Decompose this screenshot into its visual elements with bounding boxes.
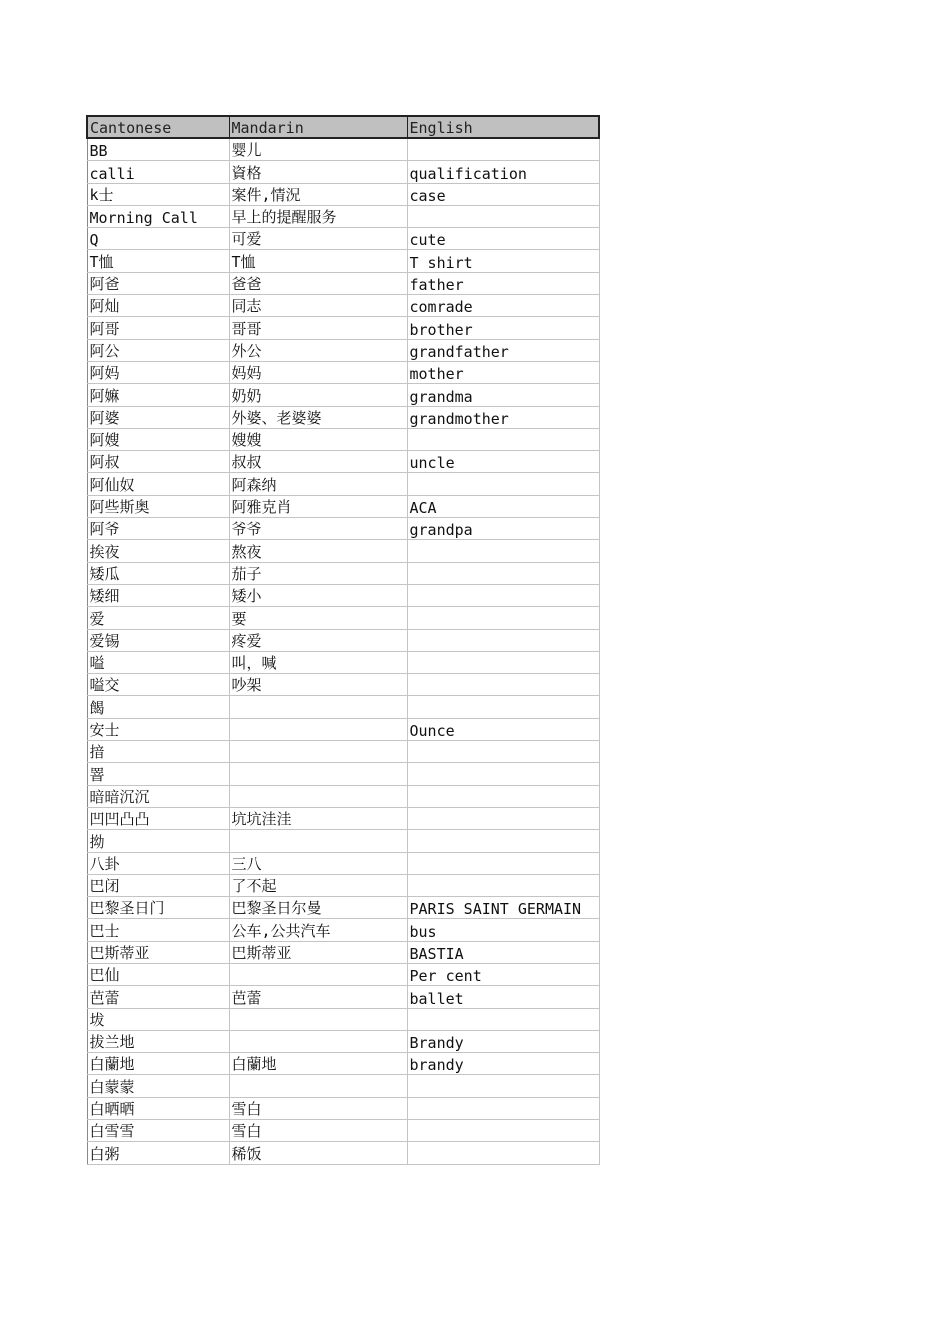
cell-cantonese[interactable]: Morning Call: [87, 205, 229, 227]
cell-english[interactable]: [407, 651, 599, 673]
cell-mandarin[interactable]: 巴斯蒂亚: [229, 941, 407, 963]
cell-english[interactable]: [407, 629, 599, 651]
cell-cantonese[interactable]: 坺: [87, 1008, 229, 1030]
cell-cantonese[interactable]: calli: [87, 161, 229, 183]
cell-english[interactable]: father: [407, 272, 599, 294]
cell-mandarin[interactable]: 外婆、老婆婆: [229, 406, 407, 428]
cell-english[interactable]: [407, 830, 599, 852]
cell-english[interactable]: [407, 874, 599, 896]
table-row: [87, 674, 599, 696]
cell-english[interactable]: ballet: [407, 986, 599, 1008]
table-row: [87, 1075, 599, 1097]
cell-english[interactable]: brandy: [407, 1053, 599, 1075]
cell-english[interactable]: grandpa: [407, 518, 599, 540]
cell-cantonese[interactable]: 八卦: [87, 852, 229, 874]
cell-english[interactable]: grandfather: [407, 339, 599, 361]
cell-mandarin[interactable]: 奶奶: [229, 384, 407, 406]
cell-cantonese[interactable]: 阿些斯奥: [87, 495, 229, 517]
cell-cantonese[interactable]: k士: [87, 183, 229, 205]
table-row: [87, 183, 599, 205]
cell-english[interactable]: bus: [407, 919, 599, 941]
cell-english[interactable]: [407, 1142, 599, 1164]
cell-cantonese[interactable]: 阿哥: [87, 317, 229, 339]
cell-cantonese[interactable]: 凹凹凸凸: [87, 807, 229, 829]
cell-mandarin[interactable]: 雪白: [229, 1120, 407, 1142]
cell-cantonese[interactable]: 阿嫲: [87, 384, 229, 406]
table-row: [87, 807, 599, 829]
table-row: [87, 384, 599, 406]
cell-english[interactable]: Per cent: [407, 963, 599, 985]
cell-english[interactable]: [407, 763, 599, 785]
header-row: [87, 116, 599, 138]
cell-cantonese[interactable]: 白雪雪: [87, 1120, 229, 1142]
cell-cantonese[interactable]: 爱锡: [87, 629, 229, 651]
table-row: [87, 651, 599, 673]
cell-mandarin[interactable]: 坑坑洼洼: [229, 807, 407, 829]
cell-english[interactable]: [407, 785, 599, 807]
table-row: [87, 138, 599, 161]
cell-mandarin[interactable]: 早上的提醒服务: [229, 205, 407, 227]
table-body: [87, 138, 599, 1164]
cell-mandarin[interactable]: [229, 830, 407, 852]
table-row: [87, 295, 599, 317]
header-english[interactable]: English: [407, 116, 599, 138]
cell-mandarin[interactable]: 外公: [229, 339, 407, 361]
glossary-table: [86, 115, 600, 1165]
cell-mandarin[interactable]: [229, 718, 407, 740]
table-row: [87, 629, 599, 651]
cell-cantonese[interactable]: 白蒙蒙: [87, 1075, 229, 1097]
cell-cantonese[interactable]: 阿公: [87, 339, 229, 361]
cell-cantonese[interactable]: 巴仙: [87, 963, 229, 985]
table-row: [87, 1030, 599, 1052]
cell-english[interactable]: mother: [407, 361, 599, 383]
table-row: [87, 406, 599, 428]
cell-mandarin[interactable]: 矮小: [229, 584, 407, 606]
cell-mandarin[interactable]: 疼爱: [229, 629, 407, 651]
cell-mandarin[interactable]: 叫，喊: [229, 651, 407, 673]
cell-cantonese[interactable]: 阿爸: [87, 272, 229, 294]
table-row: [87, 1120, 599, 1142]
cell-cantonese[interactable]: Q: [87, 228, 229, 250]
cell-cantonese[interactable]: 阿仙奴: [87, 473, 229, 495]
cell-english[interactable]: uncle: [407, 451, 599, 473]
cell-cantonese[interactable]: 阿婆: [87, 406, 229, 428]
table-row: [87, 874, 599, 896]
cell-english[interactable]: [407, 562, 599, 584]
cell-mandarin[interactable]: 資格: [229, 161, 407, 183]
table-row: [87, 963, 599, 985]
table-row: [87, 1008, 599, 1030]
cell-cantonese[interactable]: 安士: [87, 718, 229, 740]
cell-english[interactable]: cute: [407, 228, 599, 250]
cell-mandarin[interactable]: 三八: [229, 852, 407, 874]
cell-cantonese[interactable]: 巴士: [87, 919, 229, 941]
table-row: [87, 540, 599, 562]
cell-mandarin[interactable]: 了不起: [229, 874, 407, 896]
cell-mandarin[interactable]: 公车,公共汽车: [229, 919, 407, 941]
cell-english[interactable]: [407, 852, 599, 874]
cell-english[interactable]: [407, 696, 599, 718]
cell-mandarin[interactable]: [229, 741, 407, 763]
table-row: [87, 339, 599, 361]
cell-english[interactable]: [407, 473, 599, 495]
table-row: [87, 785, 599, 807]
table-row: [87, 317, 599, 339]
table-row: [87, 272, 599, 294]
table-row: [87, 897, 599, 919]
cell-cantonese[interactable]: 白晒晒: [87, 1097, 229, 1119]
cell-mandarin[interactable]: 可爱: [229, 228, 407, 250]
cell-cantonese[interactable]: 嗌交: [87, 674, 229, 696]
cell-mandarin[interactable]: 芭蕾: [229, 986, 407, 1008]
cell-cantonese[interactable]: 揞: [87, 741, 229, 763]
table-row: [87, 495, 599, 517]
table-row: [87, 584, 599, 606]
cell-mandarin[interactable]: 叔叔: [229, 451, 407, 473]
cell-mandarin[interactable]: 雪白: [229, 1097, 407, 1119]
cell-cantonese[interactable]: 矮瓜: [87, 562, 229, 584]
cell-cantonese[interactable]: 拔兰地: [87, 1030, 229, 1052]
cell-mandarin[interactable]: 爷爷: [229, 518, 407, 540]
cell-cantonese[interactable]: 矮细: [87, 584, 229, 606]
table-row: [87, 1053, 599, 1075]
table-row: [87, 763, 599, 785]
table-row: [87, 696, 599, 718]
table-row: [87, 562, 599, 584]
table-row: [87, 607, 599, 629]
table-row: [87, 518, 599, 540]
cell-cantonese[interactable]: 阿灿: [87, 295, 229, 317]
cell-english[interactable]: qualification: [407, 161, 599, 183]
cell-english[interactable]: [407, 1008, 599, 1030]
cell-english[interactable]: case: [407, 183, 599, 205]
cell-mandarin[interactable]: [229, 1075, 407, 1097]
cell-english[interactable]: [407, 1120, 599, 1142]
cell-cantonese[interactable]: 芭蕾: [87, 986, 229, 1008]
table-row: [87, 161, 599, 183]
cell-english[interactable]: Ounce: [407, 718, 599, 740]
table-row: [87, 852, 599, 874]
cell-english[interactable]: [407, 741, 599, 763]
cell-cantonese[interactable]: T恤: [87, 250, 229, 272]
cell-cantonese[interactable]: 阿爷: [87, 518, 229, 540]
cell-mandarin[interactable]: [229, 1030, 407, 1052]
cell-mandarin[interactable]: 巴黎圣日尔曼: [229, 897, 407, 919]
table-row: [87, 986, 599, 1008]
header-mandarin[interactable]: Mandarin: [229, 116, 407, 138]
cell-mandarin[interactable]: 茄子: [229, 562, 407, 584]
cell-mandarin[interactable]: [229, 1008, 407, 1030]
cell-cantonese[interactable]: BB: [87, 138, 229, 161]
cell-cantonese[interactable]: 暗暗沉沉: [87, 785, 229, 807]
table-row: [87, 250, 599, 272]
cell-english[interactable]: grandma: [407, 384, 599, 406]
cell-cantonese[interactable]: 餲: [87, 696, 229, 718]
cell-english[interactable]: Brandy: [407, 1030, 599, 1052]
cell-cantonese[interactable]: 巴闭: [87, 874, 229, 896]
cell-english[interactable]: [407, 540, 599, 562]
cell-mandarin[interactable]: [229, 963, 407, 985]
cell-english[interactable]: [407, 584, 599, 606]
cell-english[interactable]: PARIS SAINT GERMAIN: [407, 897, 599, 919]
table-row: [87, 830, 599, 852]
cell-mandarin[interactable]: 熬夜: [229, 540, 407, 562]
cell-cantonese[interactable]: 巴斯蒂亚: [87, 941, 229, 963]
table-row: [87, 919, 599, 941]
table-row: [87, 473, 599, 495]
cell-mandarin[interactable]: 白蘭地: [229, 1053, 407, 1075]
table-row: [87, 451, 599, 473]
header-cantonese[interactable]: Cantonese: [87, 116, 229, 138]
cell-mandarin[interactable]: T恤: [229, 250, 407, 272]
cell-cantonese[interactable]: 阿嫂: [87, 428, 229, 450]
cell-mandarin[interactable]: 爸爸: [229, 272, 407, 294]
table-row: [87, 941, 599, 963]
cell-cantonese[interactable]: 挨夜: [87, 540, 229, 562]
table-row: [87, 361, 599, 383]
cell-cantonese[interactable]: 拗: [87, 830, 229, 852]
cell-cantonese[interactable]: 嗌: [87, 651, 229, 673]
cell-mandarin[interactable]: 阿森纳: [229, 473, 407, 495]
cell-mandarin[interactable]: [229, 763, 407, 785]
table-row: [87, 1142, 599, 1164]
cell-english[interactable]: T shirt: [407, 250, 599, 272]
cell-cantonese[interactable]: 白蘭地: [87, 1053, 229, 1075]
cell-english[interactable]: ACA: [407, 495, 599, 517]
cell-mandarin[interactable]: 案件,情況: [229, 183, 407, 205]
table-row: [87, 741, 599, 763]
cell-cantonese[interactable]: 白粥: [87, 1142, 229, 1164]
cell-english[interactable]: [407, 205, 599, 227]
table-row: [87, 718, 599, 740]
cell-cantonese[interactable]: 爱: [87, 607, 229, 629]
cell-english[interactable]: grandmother: [407, 406, 599, 428]
cell-mandarin[interactable]: 要: [229, 607, 407, 629]
cell-mandarin[interactable]: 嫂嫂: [229, 428, 407, 450]
cell-english[interactable]: [407, 807, 599, 829]
cell-cantonese[interactable]: 罯: [87, 763, 229, 785]
cell-mandarin[interactable]: 婴儿: [229, 138, 407, 161]
cell-mandarin[interactable]: [229, 696, 407, 718]
table-row: [87, 228, 599, 250]
cell-mandarin[interactable]: 吵架: [229, 674, 407, 696]
table-row: [87, 428, 599, 450]
cell-english[interactable]: brother: [407, 317, 599, 339]
cell-cantonese[interactable]: 阿妈: [87, 361, 229, 383]
table-row: [87, 1097, 599, 1119]
cell-mandarin[interactable]: 哥哥: [229, 317, 407, 339]
cell-english[interactable]: [407, 138, 599, 161]
cell-english[interactable]: [407, 1097, 599, 1119]
cell-mandarin[interactable]: 妈妈: [229, 361, 407, 383]
cell-english[interactable]: [407, 1075, 599, 1097]
cell-mandarin[interactable]: 同志: [229, 295, 407, 317]
cell-cantonese[interactable]: 阿叔: [87, 451, 229, 473]
cell-mandarin[interactable]: 阿雅克肖: [229, 495, 407, 517]
cell-english[interactable]: BASTIA: [407, 941, 599, 963]
cell-cantonese[interactable]: 巴黎圣日门: [87, 897, 229, 919]
cell-english[interactable]: [407, 428, 599, 450]
table-row: [87, 205, 599, 227]
cell-english[interactable]: [407, 607, 599, 629]
cell-english[interactable]: [407, 674, 599, 696]
cell-english[interactable]: comrade: [407, 295, 599, 317]
cell-mandarin[interactable]: [229, 785, 407, 807]
cell-mandarin[interactable]: 稀饭: [229, 1142, 407, 1164]
